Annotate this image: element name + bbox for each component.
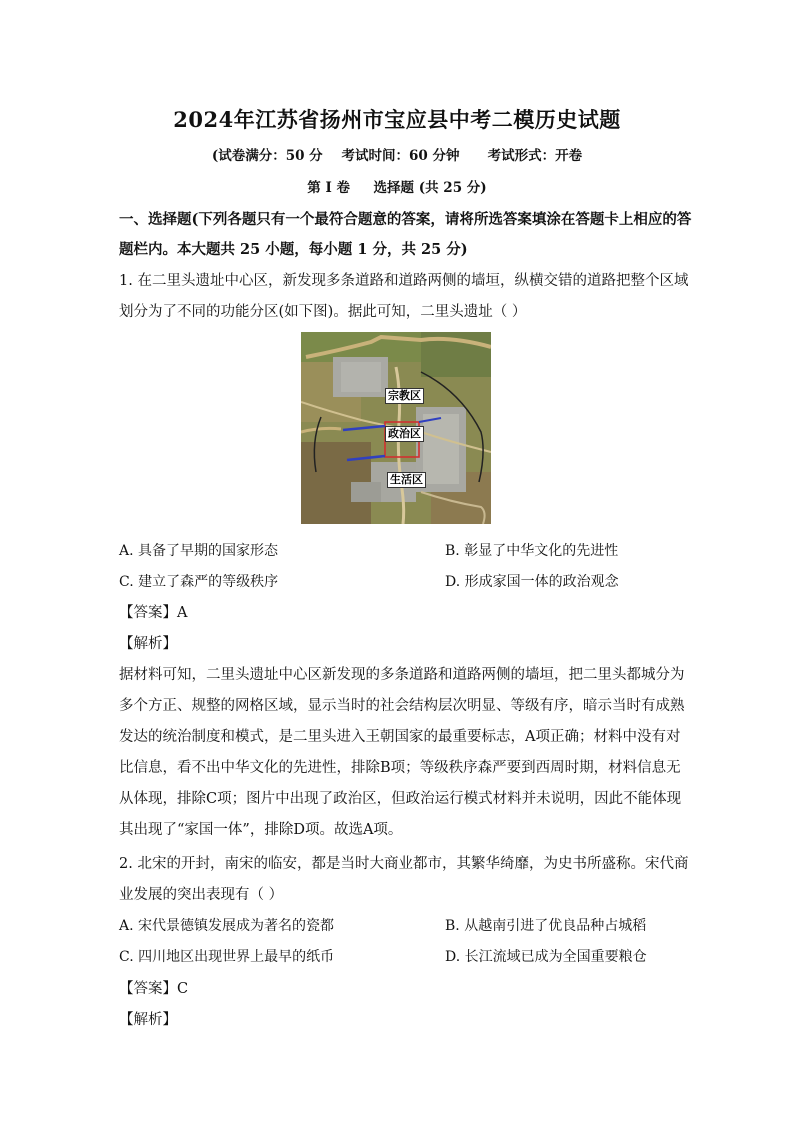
exam-title: 2024年江苏省扬州市宝应县中考二模历史试题 [173,107,621,132]
q1-answer: 【答案】A [119,605,188,621]
q1-analysis-heading: 【解析】 [119,636,177,652]
q2-option-a: A. 宋代景德镇发展成为著名的瓷都 [119,918,335,934]
q1-analysis-line-6: 其出现了“家国一体”，排除D项。故选A项。 [119,822,403,838]
q1-option-d: D. 形成家国一体的政治观念 [445,574,619,590]
q1-stem-line-2: 划分为了不同的功能分区(如下图)。据此可知，二里头遗址（ ） [119,304,527,320]
q1-option-a: A. 具备了早期的国家形态 [119,543,279,559]
q2-option-c: C. 四川地区出现世界上最早的纸币 [119,949,335,965]
exam-info: (试卷满分：50 分 考试时间：60 分钟 考试形式：开卷 [211,148,583,164]
q1-analysis-line-4: 比信息，看不出中华文化的先进性，排除B项；等级秩序森严要到西周时期，材料信息无 [119,760,681,776]
q1-analysis-line-1: 据材料可知，二里头遗址中心区新发现的多条道路和道路两侧的墙垣，把二里头都城分为 [119,667,685,683]
map-label-zone2: 政治区 [385,426,424,442]
map-label-zone1: 宗教区 [385,388,424,404]
instructions-line-1: 一、选择题(下列各题只有一个最符合题意的答案，请将所选答案填涂在答题卡上相应的答 [119,211,692,228]
q1-analysis-line-2: 多个方正、规整的网格区域，显示当时的社会结构层次明显、等级有序，暗示当时有成熟 [119,698,685,714]
q1-option-c: C. 建立了森严的等级秩序 [119,574,279,590]
q2-analysis-heading: 【解析】 [119,1012,177,1028]
map-label-zone3: 生活区 [387,472,426,488]
q2-option-d: D. 长江流域已成为全国重要粮仓 [445,949,647,965]
q1-analysis-line-5: 从体现，排除C项；图片中出现了政治区，但政治运行模式材料并未说明，因此不能体现 [119,791,682,807]
section-title: 第 I 卷 选择题 (共 25 分) [307,180,487,196]
erlitou-site-map [301,332,491,524]
q1-analysis-line-3: 发达的统治制度和模式，是二里头进入王朝国家的最重要标志，A项正确；材料中没有对 [119,729,681,745]
q1-stem-line-1: 1. 在二里头遗址中心区，新发现多条道路和道路两侧的墙垣，纵横交错的道路把整个区域 [119,273,689,289]
instructions-line-2: 题栏内。本大题共 25 小题，每小题 1 分，共 25 分) [119,241,468,258]
q2-stem-line-1: 2. 北宋的开封，南宋的临安，都是当时大商业都市，其繁华绮靡，为史书所盛称。宋代商 [119,856,689,872]
q1-option-b: B. 彰显了中华文化的先进性 [445,543,619,559]
q2-answer: 【答案】C [119,981,189,997]
q2-stem-line-2: 业发展的突出表现有（ ） [119,887,284,903]
q2-option-b: B. 从越南引进了优良品种占城稻 [445,918,647,934]
